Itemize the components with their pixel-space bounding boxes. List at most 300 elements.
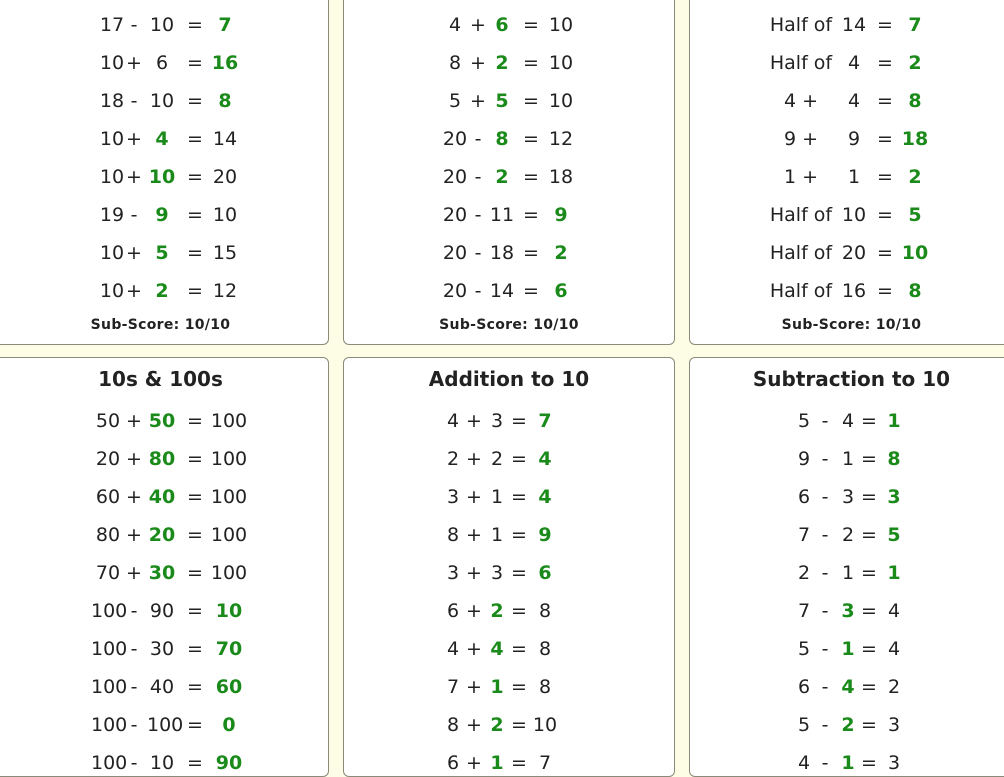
operand: Half of [769, 14, 833, 36]
answer-value: 2 [495, 52, 509, 74]
operand: 15 [212, 242, 238, 264]
answer-value: 8 [887, 448, 901, 470]
answer-value: 10 [148, 166, 176, 188]
answer-value: 1 [490, 752, 504, 774]
operand: 14 [489, 280, 515, 302]
equation-row [690, 744, 1004, 777]
equation-row [690, 272, 1004, 310]
panel-subtraction-to-10 [689, 357, 1004, 777]
answer-value: 4 [155, 128, 169, 150]
operand: 9 [797, 448, 811, 470]
operator: - [130, 90, 138, 112]
panel-title: Subtraction to 10 [752, 367, 951, 391]
operand: 20 [442, 280, 468, 302]
equation-row [690, 554, 1004, 592]
operand: 12 [212, 280, 238, 302]
operator: - [474, 280, 482, 302]
operand: 19 [99, 204, 125, 226]
equation-row [344, 44, 674, 82]
operator: + [466, 752, 482, 774]
operand: 20 [212, 166, 238, 188]
equals-sign: = [187, 52, 203, 74]
operand: 2 [841, 524, 855, 546]
equals-sign: = [877, 14, 893, 36]
operand: 10 [548, 14, 574, 36]
operator: - [474, 128, 482, 150]
operand: 3 [887, 714, 901, 736]
operand: 9 + [783, 128, 819, 150]
operator: + [126, 562, 142, 584]
answer-value: 6 [554, 280, 568, 302]
operand: 80 [95, 524, 121, 546]
operand: 9 [847, 128, 861, 150]
answer-value: 2 [155, 280, 169, 302]
equation-row [344, 6, 674, 44]
operand: 18 [99, 90, 125, 112]
equals-sign: = [861, 524, 877, 546]
answer-value: 8 [218, 90, 232, 112]
operand: 5 [797, 638, 811, 660]
equals-sign: = [861, 448, 877, 470]
operator: - [130, 600, 138, 622]
equals-sign: = [511, 752, 527, 774]
operand: 1 [841, 448, 855, 470]
operand: 8 [538, 638, 552, 660]
answer-value: 9 [155, 204, 169, 226]
equation-row [0, 592, 328, 630]
equals-sign: = [877, 128, 893, 150]
operand: 100 [91, 752, 128, 774]
operand: 4 [887, 600, 901, 622]
equals-sign: = [187, 128, 203, 150]
equals-sign: = [877, 242, 893, 264]
operand: 4 [797, 752, 811, 774]
equals-sign: = [523, 52, 539, 74]
equals-sign: = [877, 90, 893, 112]
equation-row [0, 6, 328, 44]
answer-value: 7 [218, 14, 232, 36]
operand: 30 [149, 638, 175, 660]
operand: 8 [538, 676, 552, 698]
operand: 20 [442, 242, 468, 264]
answer-value: 5 [908, 204, 922, 226]
equation-row [690, 44, 1004, 82]
answer-value: 6 [538, 562, 552, 584]
operand: 2 [490, 448, 504, 470]
operator: + [126, 52, 142, 74]
operand: 2 [887, 676, 901, 698]
equals-sign: = [861, 562, 877, 584]
operator: - [821, 638, 829, 660]
equation-row [0, 516, 328, 554]
operand: 7 [797, 524, 811, 546]
operator: - [821, 448, 829, 470]
operator: + [126, 128, 142, 150]
operand: 6 [155, 52, 169, 74]
operator: - [821, 676, 829, 698]
operand: 20 [95, 448, 121, 470]
operator: + [466, 676, 482, 698]
equation-row [344, 478, 674, 516]
answer-value: 40 [148, 486, 176, 508]
operand: Half of [769, 204, 833, 226]
answer-value: 7 [908, 14, 922, 36]
equation-row [0, 82, 328, 120]
equals-sign: = [187, 562, 203, 584]
answer-value: 90 [215, 752, 243, 774]
operand: 7 [446, 676, 460, 698]
operand: 14 [841, 14, 867, 36]
operator: + [466, 524, 482, 546]
operand: 100 [147, 714, 184, 736]
operator: + [466, 448, 482, 470]
equation-row [0, 402, 328, 440]
operator: - [821, 714, 829, 736]
operand: 20 [442, 128, 468, 150]
operand: 7 [538, 752, 552, 774]
operand: 3 [490, 410, 504, 432]
operand: 3 [490, 562, 504, 584]
equals-sign: = [523, 280, 539, 302]
equation-row [344, 516, 674, 554]
equation-row [344, 554, 674, 592]
equation-row [690, 478, 1004, 516]
operator: - [130, 638, 138, 660]
answer-value: 1 [841, 638, 855, 660]
panel-title: Addition to 10 [428, 367, 590, 391]
panel-halves-doubles [689, 0, 1004, 345]
equation-row [690, 706, 1004, 744]
operand: 40 [149, 676, 175, 698]
answer-value: 2 [490, 600, 504, 622]
answer-value: 30 [148, 562, 176, 584]
equals-sign: = [187, 486, 203, 508]
operator: + [466, 562, 482, 584]
equals-sign: = [187, 204, 203, 226]
operator: - [130, 752, 138, 774]
operator: + [126, 242, 142, 264]
equation-row [690, 516, 1004, 554]
operator: - [474, 204, 482, 226]
operand: 16 [841, 280, 867, 302]
answer-value: 1 [887, 562, 901, 584]
operator: + [466, 410, 482, 432]
operator: - [821, 410, 829, 432]
operator: - [821, 524, 829, 546]
equals-sign: = [523, 14, 539, 36]
operand: 20 [442, 204, 468, 226]
operator: - [130, 14, 138, 36]
equals-sign: = [861, 752, 877, 774]
equation-row [690, 402, 1004, 440]
answer-value: 5 [155, 242, 169, 264]
operator: + [470, 14, 486, 36]
equation-row [344, 82, 674, 120]
answer-value: 1 [841, 752, 855, 774]
operand: 10 [99, 128, 125, 150]
answer-value: 8 [908, 90, 922, 112]
operand: Half of [769, 242, 833, 264]
answer-value: 3 [887, 486, 901, 508]
equals-sign: = [511, 410, 527, 432]
operator: + [126, 524, 142, 546]
equation-row [344, 272, 674, 310]
equation-row [0, 158, 328, 196]
answer-value: 6 [495, 14, 509, 36]
answer-value: 4 [538, 448, 552, 470]
answer-value: 2 [908, 52, 922, 74]
equation-row [344, 706, 674, 744]
operator: + [126, 410, 142, 432]
equation-row [0, 554, 328, 592]
operand: 5 [448, 90, 462, 112]
equals-sign: = [523, 166, 539, 188]
answer-value: 0 [222, 714, 236, 736]
panel-number-bonds [343, 0, 675, 345]
equals-sign: = [187, 90, 203, 112]
operator: - [821, 600, 829, 622]
answer-value: 80 [148, 448, 176, 470]
answer-value: 10 [215, 600, 243, 622]
answer-value: 9 [554, 204, 568, 226]
operand: 100 [210, 410, 248, 432]
equation-row [0, 478, 328, 516]
equation-row [0, 440, 328, 478]
operand: 6 [446, 600, 460, 622]
operand: 6 [797, 486, 811, 508]
operand: 17 [99, 14, 125, 36]
operand: 10 [841, 204, 867, 226]
operand: 4 [446, 410, 460, 432]
sub-score: Sub-Score: 10/10 [439, 317, 579, 333]
operator: - [821, 486, 829, 508]
answer-value: 8 [495, 128, 509, 150]
operand: 20 [442, 166, 468, 188]
operand: 10 [548, 52, 574, 74]
equation-row [0, 120, 328, 158]
operand: 3 [446, 486, 460, 508]
answer-value: 8 [908, 280, 922, 302]
answer-value: 7 [538, 410, 552, 432]
operand: 10 [548, 90, 574, 112]
answer-value: 2 [554, 242, 568, 264]
operand: 12 [548, 128, 574, 150]
equation-row [0, 630, 328, 668]
equation-row [0, 668, 328, 706]
equals-sign: = [511, 676, 527, 698]
equation-row [690, 158, 1004, 196]
operand: 100 [210, 562, 248, 584]
equation-row [690, 630, 1004, 668]
equals-sign: = [187, 14, 203, 36]
answer-value: 4 [538, 486, 552, 508]
equals-sign: = [861, 676, 877, 698]
operand: 1 [847, 166, 861, 188]
operand: 8 [448, 52, 462, 74]
equals-sign: = [877, 280, 893, 302]
operand: 4 + [783, 90, 819, 112]
equals-sign: = [523, 204, 539, 226]
operator: + [466, 486, 482, 508]
operand: 6 [797, 676, 811, 698]
equals-sign: = [877, 166, 893, 188]
operand: 100 [91, 600, 128, 622]
operand: 90 [149, 600, 175, 622]
operand: 10 [149, 14, 175, 36]
operator: + [470, 52, 486, 74]
answer-value: 5 [887, 524, 901, 546]
operand: 100 [91, 714, 128, 736]
operand: 7 [797, 600, 811, 622]
answer-value: 4 [841, 676, 855, 698]
operand: 8 [446, 524, 460, 546]
operand: 3 [841, 486, 855, 508]
operand: 100 [91, 638, 128, 660]
operator: + [126, 280, 142, 302]
operand: 3 [446, 562, 460, 584]
answer-value: 1 [887, 410, 901, 432]
operand: 100 [210, 524, 248, 546]
equals-sign: = [187, 600, 203, 622]
operand: 60 [95, 486, 121, 508]
operand: 11 [489, 204, 515, 226]
sub-score: Sub-Score: 10/10 [90, 317, 231, 333]
operand: 2 [446, 448, 460, 470]
sub-score: Sub-Score: 10/10 [781, 317, 922, 333]
operand: 6 [446, 752, 460, 774]
equals-sign: = [861, 410, 877, 432]
answer-value: 50 [148, 410, 176, 432]
answer-value: 9 [538, 524, 552, 546]
equals-sign: = [187, 714, 203, 736]
equals-sign: = [187, 242, 203, 264]
operand: 100 [210, 486, 248, 508]
equals-sign: = [861, 638, 877, 660]
equals-sign: = [877, 52, 893, 74]
operator: + [126, 166, 142, 188]
answer-value: 70 [215, 638, 243, 660]
operator: - [821, 562, 829, 584]
operand: 18 [548, 166, 574, 188]
equals-sign: = [523, 90, 539, 112]
equation-row [690, 592, 1004, 630]
operator: + [466, 638, 482, 660]
operand: 2 [797, 562, 811, 584]
operand: 50 [95, 410, 121, 432]
equation-row [0, 744, 328, 777]
equation-row [0, 234, 328, 272]
answer-value: 2 [490, 714, 504, 736]
operator: + [470, 90, 486, 112]
answer-value: 4 [490, 638, 504, 660]
operand: 5 [797, 714, 811, 736]
operand: 10 [532, 714, 558, 736]
equation-row [690, 6, 1004, 44]
equals-sign: = [511, 524, 527, 546]
operand: 4 [847, 90, 861, 112]
equation-row [0, 196, 328, 234]
operator: - [821, 752, 829, 774]
equals-sign: = [861, 486, 877, 508]
operand: 10 [99, 280, 125, 302]
equation-row [344, 158, 674, 196]
equals-sign: = [187, 280, 203, 302]
equation-row [344, 440, 674, 478]
operator: - [130, 676, 138, 698]
answer-value: 1 [490, 676, 504, 698]
equals-sign: = [511, 714, 527, 736]
equals-sign: = [187, 676, 203, 698]
answer-value: 2 [495, 166, 509, 188]
equation-row [344, 196, 674, 234]
equals-sign: = [877, 204, 893, 226]
operand: 4 [448, 14, 462, 36]
operand: 1 [841, 562, 855, 584]
equals-sign: = [511, 638, 527, 660]
operand: 4 [446, 638, 460, 660]
equals-sign: = [861, 600, 877, 622]
operand: 8 [446, 714, 460, 736]
equation-row [344, 630, 674, 668]
operand: 10 [149, 752, 175, 774]
equation-row [690, 440, 1004, 478]
equation-row [344, 668, 674, 706]
equation-row [690, 668, 1004, 706]
operator: - [474, 166, 482, 188]
answer-value: 10 [901, 242, 929, 264]
equation-row [344, 234, 674, 272]
operand: 4 [887, 638, 901, 660]
answer-value: 2 [908, 166, 922, 188]
operator: + [126, 486, 142, 508]
operand: 1 [490, 486, 504, 508]
operand: 100 [210, 448, 248, 470]
operand: 1 + [783, 166, 819, 188]
answer-value: 16 [211, 52, 239, 74]
equals-sign: = [511, 486, 527, 508]
equation-row [344, 744, 674, 777]
answer-value: 2 [841, 714, 855, 736]
operand: 10 [99, 52, 125, 74]
equals-sign: = [511, 448, 527, 470]
equation-row [344, 402, 674, 440]
equals-sign: = [511, 562, 527, 584]
operand: 18 [489, 242, 515, 264]
equals-sign: = [511, 600, 527, 622]
operand: 10 [99, 166, 125, 188]
operator: + [466, 600, 482, 622]
equation-row [690, 234, 1004, 272]
equals-sign: = [187, 524, 203, 546]
operand: 4 [847, 52, 861, 74]
operand: 14 [212, 128, 238, 150]
equation-row [344, 592, 674, 630]
operand: 20 [841, 242, 867, 264]
operand: 10 [149, 90, 175, 112]
equation-row [0, 272, 328, 310]
equals-sign: = [861, 714, 877, 736]
equals-sign: = [523, 242, 539, 264]
equals-sign: = [187, 638, 203, 660]
panel-title: 10s & 100s [98, 367, 223, 391]
equation-row [344, 120, 674, 158]
operand: 10 [99, 242, 125, 264]
equals-sign: = [187, 752, 203, 774]
operator: - [130, 204, 138, 226]
operand: 5 [797, 410, 811, 432]
operand: 8 [538, 600, 552, 622]
answer-value: 5 [495, 90, 509, 112]
